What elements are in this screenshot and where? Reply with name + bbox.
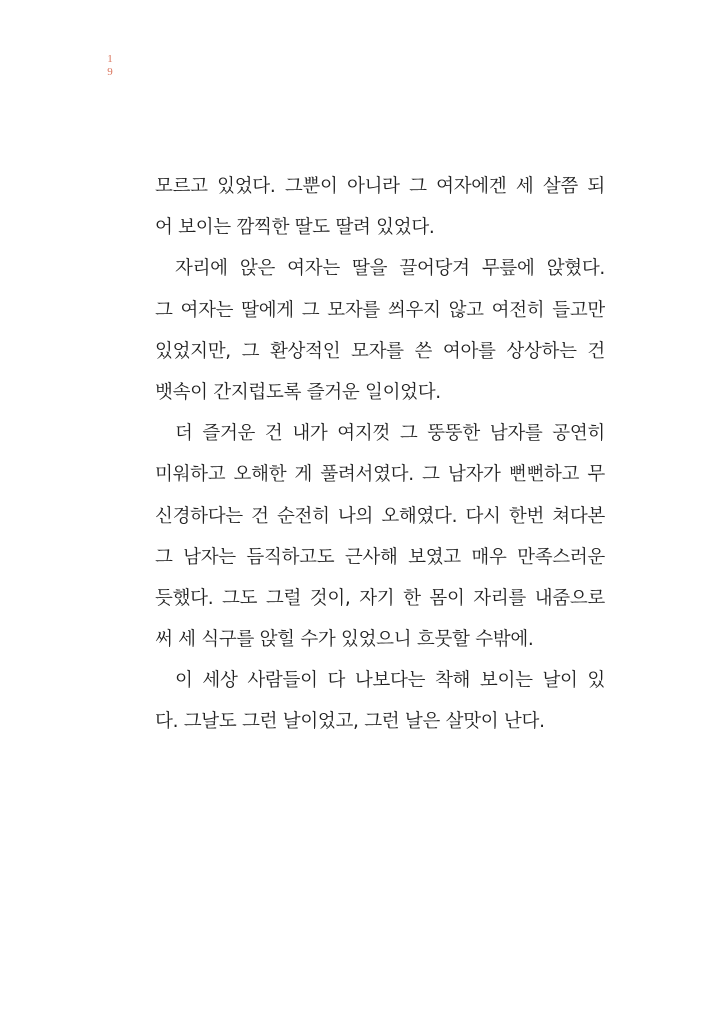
page-number-digit-1: 1 xyxy=(107,53,113,65)
page-number xyxy=(104,53,116,79)
text-line: 모르고 있었다. 그뿐이 아니라 그 여자에겐 세 살쯤 되 xyxy=(155,176,605,197)
text-line: 뱃속이 간지럽도록 즐거운 일이었다. xyxy=(155,381,441,403)
text-line: 듯했다. 그도 그럴 것이, 자기 한 몸이 자리를 내줌으로 xyxy=(155,587,605,609)
body-text xyxy=(155,166,605,743)
text-line: 그 여자는 딸에게 그 모자를 씌우지 않고 여전히 들고만 xyxy=(155,299,605,321)
text-line: 써 세 식구를 앉힐 수가 있었으니 흐뭇할 수밖에. xyxy=(155,629,534,651)
text-line: 어 보이는 깜찍한 딸도 딸려 있었다. xyxy=(155,217,435,239)
text-line: 있었지만, 그 환상적인 모자를 쓴 여아를 상상하는 건 xyxy=(155,340,605,362)
text-line: 이 세상 사람들이 다 나보다는 착해 보이는 날이 있 xyxy=(175,670,605,692)
text-line: 자리에 앉은 여자는 딸을 끌어당겨 무릎에 앉혔다. xyxy=(175,258,605,280)
text-line: 미워하고 오해한 게 풀려서였다. 그 남자가 뻔뻔하고 무 xyxy=(155,464,605,486)
text-line: 신경하다는 건 순전히 나의 오해였다. 다시 한번 쳐다본 xyxy=(155,505,605,527)
page-number-digit-2: 9 xyxy=(107,66,113,78)
text-line: 그 남자는 듬직하고도 근사해 보였고 매우 만족스러운 xyxy=(155,546,605,568)
text-line: 다. 그날도 그런 날이었고, 그런 날은 살맛이 난다. xyxy=(155,711,545,733)
text-line: 더 즐거운 건 내가 여지껏 그 뚱뚱한 남자를 공연히 xyxy=(175,423,605,445)
